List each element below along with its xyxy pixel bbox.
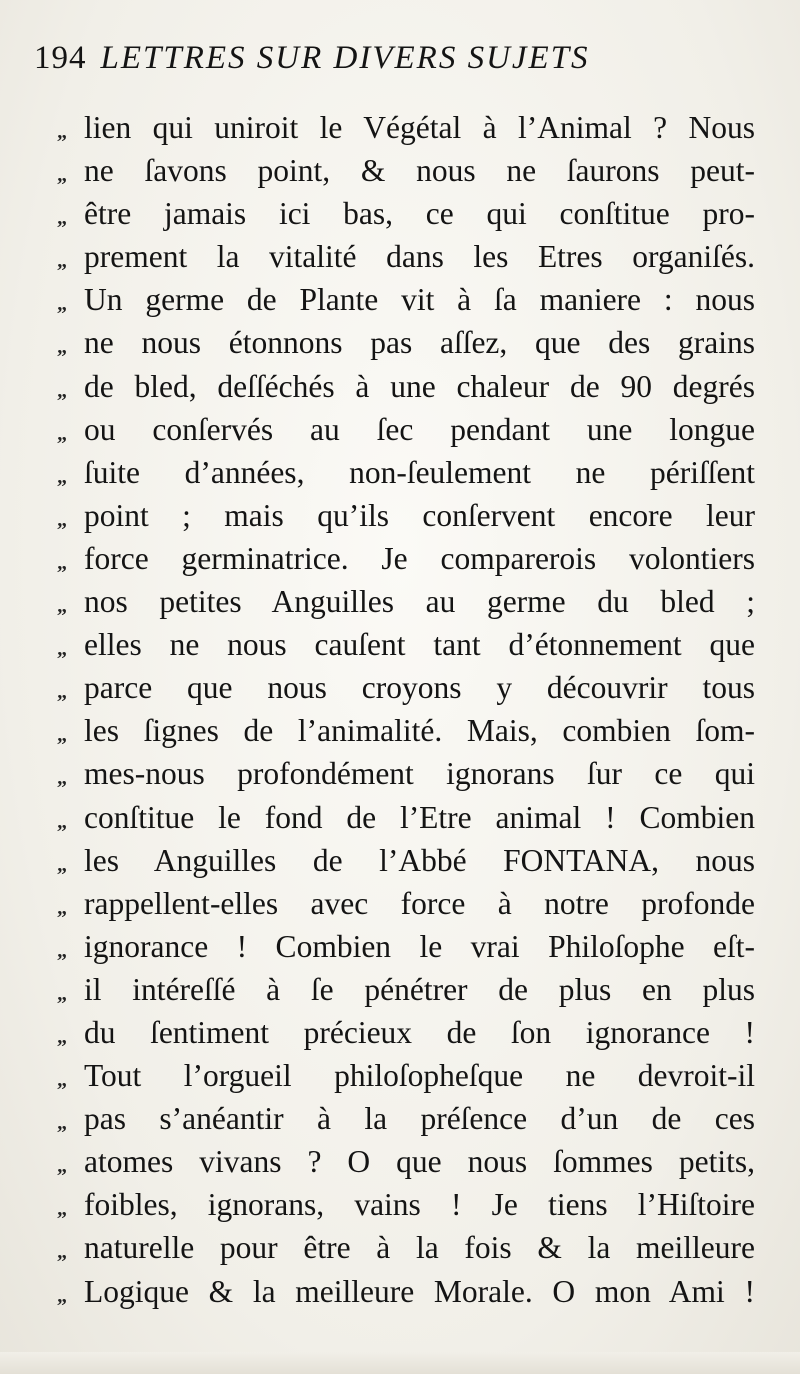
body-text — [40, 106, 755, 1313]
running-header — [34, 40, 774, 90]
text-line — [40, 666, 755, 709]
page-number: 194 — [34, 40, 87, 76]
quotation-mark: „ — [57, 164, 67, 187]
quotation-mark: „ — [57, 1198, 67, 1221]
text-line — [40, 278, 755, 321]
page-bottom-edge — [0, 1352, 800, 1374]
quotation-mark: „ — [57, 724, 67, 747]
quotation-mark: „ — [57, 810, 67, 833]
line-text: ne ſavons point, & nous ne ſaurons peut- — [84, 153, 755, 189]
text-line — [40, 796, 755, 839]
quotation-mark: „ — [57, 465, 67, 488]
quotation-mark: „ — [57, 1284, 67, 1307]
line-text: conſtitue le fond de l’Etre animal ! Combien — [84, 799, 755, 835]
line-text: les ſignes de l’animalité. Mais, combien ſom- — [84, 713, 755, 749]
quotation-mark: „ — [57, 1155, 67, 1178]
line-text: rappellent-elles avec force à notre profonde — [84, 885, 755, 921]
line-text: nos petites Anguilles au germe du bled ; — [84, 584, 755, 620]
running-title: LETTRES SUR DIVERS SUJETS — [100, 40, 590, 76]
text-line — [40, 408, 755, 451]
text-line — [40, 1226, 755, 1269]
quotation-mark: „ — [57, 595, 67, 618]
text-line — [40, 106, 755, 149]
line-text: point ; mais qu’ils conſervent encore leur — [84, 497, 755, 533]
quotation-mark: „ — [57, 508, 67, 531]
line-text: être jamais ici bas, ce qui conſtitue pro- — [84, 196, 755, 232]
text-line — [40, 968, 755, 1011]
text-line — [40, 1140, 755, 1183]
text-line — [40, 537, 755, 580]
text-line — [40, 1054, 755, 1097]
text-line — [40, 494, 755, 537]
text-line — [40, 149, 755, 192]
line-text: mes-nous profondément ignorans ſur ce qui — [84, 756, 755, 792]
quotation-mark: „ — [57, 1112, 67, 1135]
line-text: Un germe de Plante vit à ſa maniere : nous — [84, 282, 755, 318]
text-line — [40, 623, 755, 666]
text-line — [40, 1097, 755, 1140]
line-text: ne nous étonnons pas aſſez, que des grains — [84, 325, 755, 361]
quotation-mark: „ — [57, 681, 67, 704]
line-text: du ſentiment précieux de ſon ignorance ! — [84, 1014, 755, 1050]
line-text: force germinatrice. Je comparerois volontiers — [84, 540, 755, 576]
line-text: parce que nous croyons y découvrir tous — [84, 670, 755, 706]
text-line — [40, 925, 755, 968]
quotation-mark: „ — [57, 767, 67, 790]
line-text: prement la vitalité dans les Etres organiſés. — [84, 239, 755, 275]
quotation-mark: „ — [57, 1241, 67, 1264]
text-line — [40, 1011, 755, 1054]
text-line — [40, 451, 755, 494]
quotation-mark: „ — [57, 982, 67, 1005]
quotation-mark: „ — [57, 250, 67, 273]
line-text: Logique & la meilleure Morale. O mon Ami ! — [84, 1273, 755, 1309]
quotation-mark: „ — [57, 293, 67, 316]
text-line — [40, 752, 755, 795]
text-line — [40, 321, 755, 364]
line-text: pas s’anéantir à la préſence d’un de ces — [84, 1101, 755, 1137]
quotation-mark: „ — [57, 896, 67, 919]
text-line — [40, 1270, 755, 1313]
quotation-mark: „ — [57, 853, 67, 876]
line-text: ou conſervés au ſec pendant une longue — [84, 411, 755, 447]
text-line — [40, 192, 755, 235]
text-line — [40, 839, 755, 882]
quotation-mark: „ — [57, 379, 67, 402]
line-text: lien qui uniroit le Végétal à l’Animal ? Nous — [84, 110, 755, 145]
text-line — [40, 235, 755, 278]
line-text: il intéreſſé à ſe pénétrer de plus en plus — [84, 971, 755, 1007]
line-text: Tout l’orgueil philoſopheſque ne devroit-il — [84, 1058, 755, 1094]
line-text: ignorance ! Combien le vrai Philoſophe eſt- — [84, 928, 755, 964]
line-text: ſuite d’années, non-ſeulement ne périſſent — [84, 454, 755, 490]
line-text: atomes vivans ? O que nous ſommes petits, — [84, 1144, 755, 1180]
line-text: les Anguilles de l’Abbé FONTANA, nous — [84, 842, 755, 878]
quotation-mark: „ — [57, 638, 67, 661]
line-text: elles ne nous cauſent tant d’étonnement que — [84, 627, 755, 663]
quotation-mark: „ — [57, 939, 67, 962]
quotation-mark: „ — [57, 1025, 67, 1048]
line-text: naturelle pour être à la fois & la meilleure — [84, 1230, 755, 1266]
quotation-mark: „ — [57, 422, 67, 445]
text-line — [40, 882, 755, 925]
line-text: de bled, deſſéchés à une chaleur de 90 degrés — [84, 368, 755, 404]
text-line — [40, 580, 755, 623]
text-line — [40, 709, 755, 752]
quotation-mark: „ — [57, 121, 67, 143]
quotation-mark: „ — [57, 1069, 67, 1092]
quotation-mark: „ — [57, 551, 67, 574]
text-line — [40, 1183, 755, 1226]
line-text: foibles, ignorans, vains ! Je tiens l’Hiſtoire — [84, 1187, 755, 1223]
quotation-mark: „ — [57, 336, 67, 359]
text-line — [40, 365, 755, 408]
quotation-mark: „ — [57, 207, 67, 230]
